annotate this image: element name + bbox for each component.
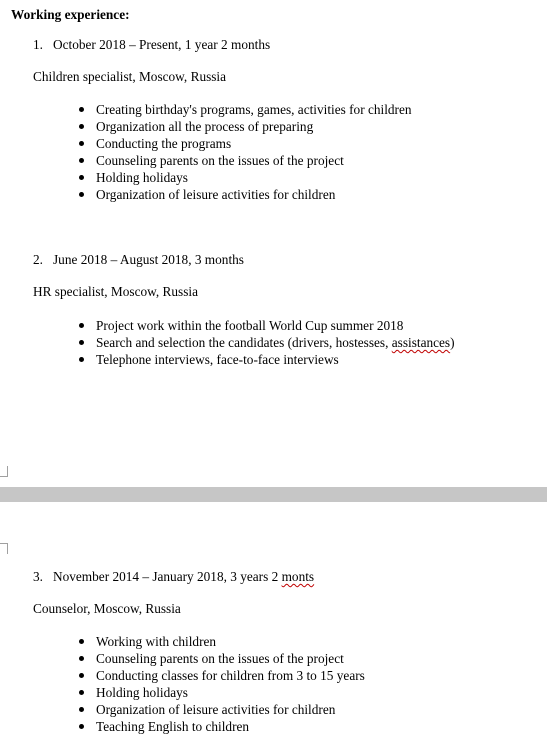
list-item: Conducting the programs [0, 135, 412, 152]
entry-period-text: October 2018 – Present, 1 year 2 months [53, 37, 271, 52]
entry-number: 3. [33, 569, 43, 584]
list-item: Counseling parents on the issues of the project [0, 650, 365, 667]
entry-period-text: November 2014 – January 2018, 3 years 2 [53, 569, 282, 584]
entry-role: HR specialist, Moscow, Russia [33, 284, 198, 299]
entry-number: 2. [33, 252, 43, 267]
list-item: Holding holidays [0, 169, 412, 186]
list-item: Telephone interviews, face-to-face interviews [0, 351, 455, 368]
document-page-2 [0, 502, 547, 745]
entry-period [33, 569, 314, 585]
list-item: Working with children [0, 633, 365, 650]
list-item: Organization all the process of preparing [0, 118, 412, 135]
list-item-text: Search and selection the candidates (drivers, hostesses, [96, 335, 392, 350]
list-item: Conducting classes for children from 3 to 15 years [0, 667, 365, 684]
list-item: Holding holidays [0, 684, 365, 701]
responsibility-list [0, 317, 455, 368]
list-item [0, 334, 455, 351]
list-item: Project work within the football World Cup summer 2018 [0, 317, 455, 334]
list-item: Creating birthday's programs, games, activities for children [0, 101, 412, 118]
entry-role: Children specialist, Moscow, Russia [33, 69, 227, 84]
list-item-tail: ) [450, 335, 455, 350]
list-item: Organization of leisure activities for children [0, 186, 412, 203]
section-heading: Working experience: [11, 7, 130, 22]
spellcheck-flagged-word: assistances [391, 335, 451, 350]
entry-period [33, 252, 244, 268]
page-break-gap [0, 487, 547, 502]
page-margin-marker [0, 543, 8, 554]
entry-period [33, 37, 270, 53]
list-item: Organization of leisure activities for children [0, 701, 365, 718]
entry-number: 1. [33, 37, 43, 52]
responsibility-list [0, 633, 365, 735]
page-margin-marker [0, 466, 8, 477]
entry-period-text: June 2018 – August 2018, 3 months [53, 252, 244, 267]
responsibility-list [0, 101, 412, 203]
list-item: Teaching English to children [0, 718, 365, 735]
list-item: Counseling parents on the issues of the project [0, 152, 412, 169]
entry-role: Counselor, Moscow, Russia [33, 601, 181, 616]
spellcheck-flagged-word: monts [281, 569, 315, 584]
